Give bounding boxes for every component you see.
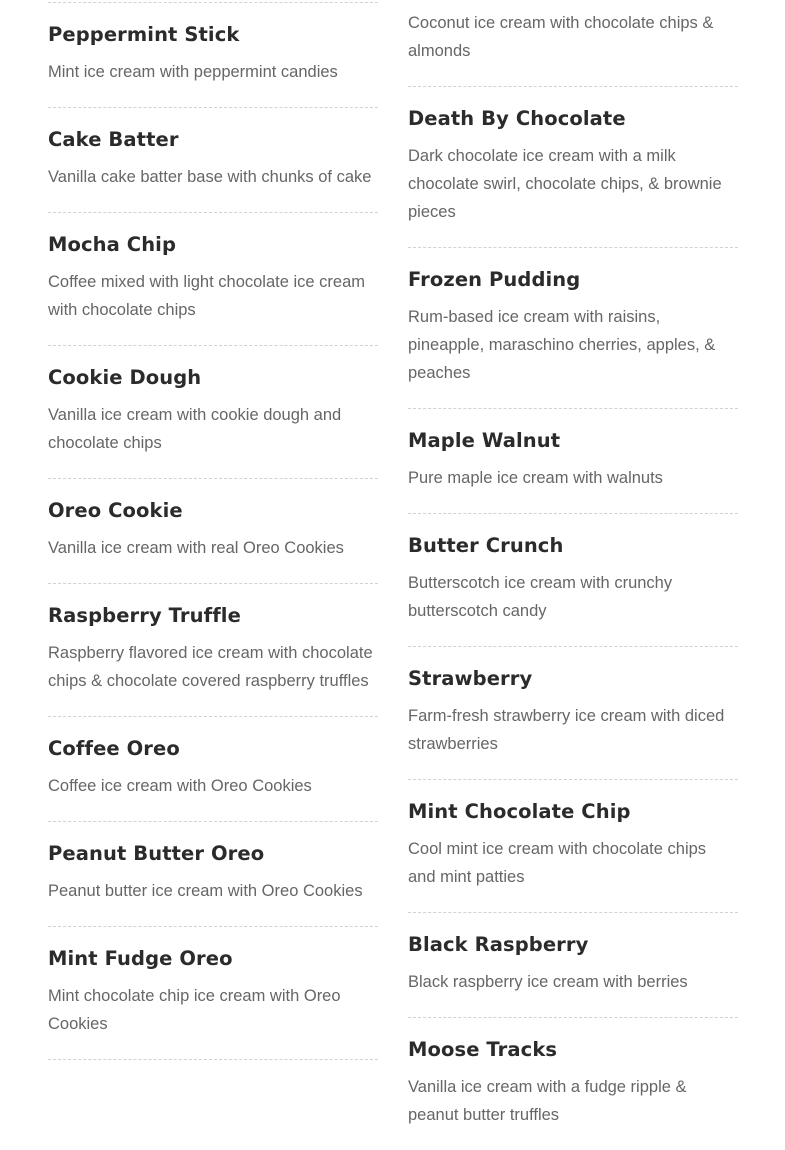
flavor-item (48, 822, 378, 927)
flavor-name: Maple Walnut (408, 429, 561, 452)
flavor-item (48, 584, 378, 717)
flavor-name: Cake Batter (48, 128, 179, 151)
flavor-description: Coffee mixed with light chocolate ice cream with chocolate chips (48, 273, 366, 319)
flavor-item (408, 248, 738, 409)
flavor-description: Coconut ice cream with chocolate chips & almonds (408, 14, 714, 60)
flavor-name: Mocha Chip (48, 233, 177, 256)
flavor-description: Coffee ice cream with Oreo Cookies (48, 777, 312, 795)
flavor-name: Coffee Oreo (48, 737, 180, 760)
flavor-name: Peanut Butter Oreo (48, 842, 265, 865)
flavor-name: Mint Chocolate Chip (408, 800, 631, 823)
flavor-description: Vanilla ice cream with real Oreo Cookies (48, 539, 344, 557)
flavor-column-left (48, 2, 378, 1150)
flavor-item (408, 87, 738, 248)
flavor-name: Black Raspberry (408, 933, 589, 956)
flavor-name: Peppermint Stick (48, 23, 240, 46)
flavor-description: Vanilla ice cream with a fudge ripple & peanut butter truffles (408, 1078, 687, 1124)
flavor-item (48, 717, 378, 822)
flavor-description: Pure maple ice cream with walnuts (408, 469, 663, 487)
flavor-description: Black raspberry ice cream with berries (408, 973, 688, 991)
flavor-item (408, 1018, 738, 1150)
flavor-name: Moose Tracks (408, 1038, 558, 1061)
flavor-item (48, 213, 378, 346)
flavor-item (48, 927, 378, 1060)
flavor-item (48, 2, 378, 108)
flavor-item (408, 409, 738, 514)
flavor-name: Raspberry Truffle (48, 604, 241, 627)
flavor-description: Butterscotch ice cream with crunchy butterscotch candy (408, 574, 673, 620)
flavor-name: Oreo Cookie (48, 499, 183, 522)
flavor-description: Mint chocolate chip ice cream with Oreo Cookies (48, 987, 341, 1033)
flavor-name: Death By Chocolate (408, 107, 626, 130)
flavor-name: Frozen Pudding (408, 268, 581, 291)
flavor-name: Cookie Dough (48, 366, 202, 389)
flavor-item (408, 0, 738, 87)
flavor-column-right (408, 0, 738, 1150)
flavor-description: Raspberry flavored ice cream with chocolate chips & chocolate covered raspberry truffles (48, 644, 373, 690)
flavor-item (408, 514, 738, 647)
flavor-item (48, 108, 378, 213)
flavor-name: Butter Crunch (408, 534, 564, 557)
flavor-menu (48, 0, 738, 1150)
flavor-description: Rum-based ice cream with raisins, pineapple, maraschino cherries, apples, & peaches (408, 308, 716, 382)
flavor-description: Farm-fresh strawberry ice cream with diced strawberries (408, 707, 725, 753)
flavor-item (408, 780, 738, 913)
flavor-description: Cool mint ice cream with chocolate chips and mint patties (408, 840, 707, 886)
flavor-item (48, 346, 378, 479)
flavor-name: Strawberry (408, 667, 533, 690)
flavor-description: Vanilla ice cream with cookie dough and chocolate chips (48, 406, 342, 452)
flavor-description: Dark chocolate ice cream with a milk chocolate swirl, chocolate chips, & brownie pieces (408, 147, 722, 221)
flavor-name: Mint Fudge Oreo (48, 947, 233, 970)
flavor-item (48, 479, 378, 584)
flavor-description: Peanut butter ice cream with Oreo Cookies (48, 882, 363, 900)
flavor-item (408, 647, 738, 780)
flavor-description: Mint ice cream with peppermint candies (48, 63, 338, 81)
flavor-description: Vanilla cake batter base with chunks of cake (48, 168, 372, 186)
flavor-item (408, 913, 738, 1018)
